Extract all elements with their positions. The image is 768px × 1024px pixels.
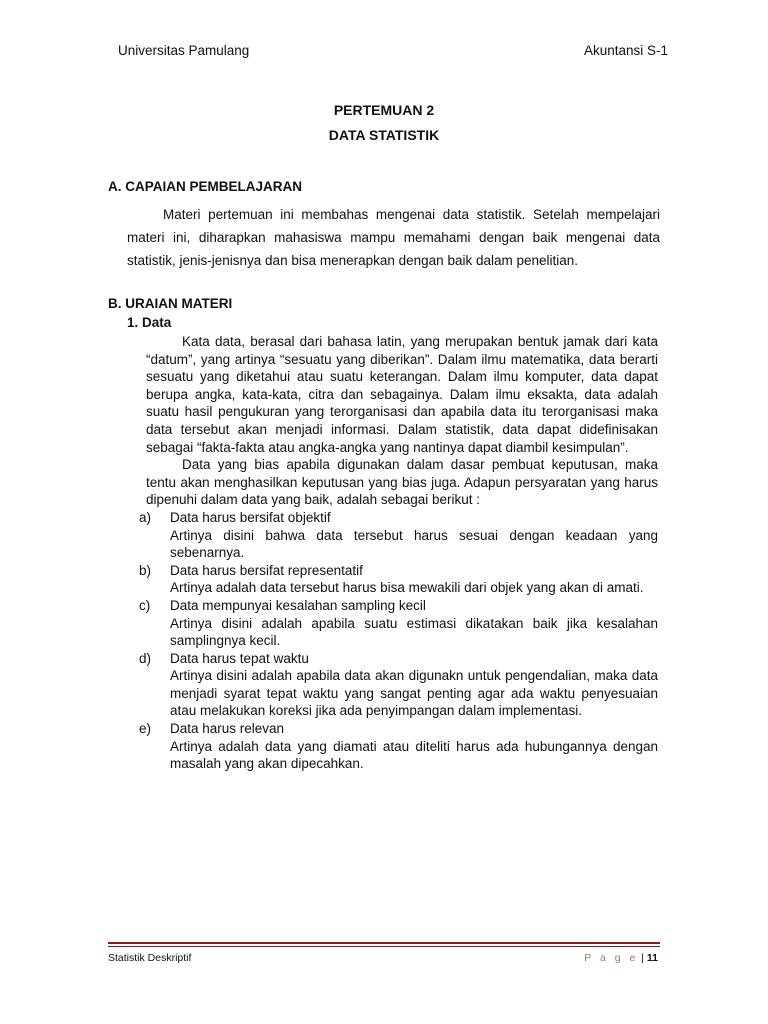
header-program: Akuntansi S-1 <box>583 43 668 58</box>
section-b-heading: B. URAIAN MATERI <box>108 296 233 311</box>
list-item-label: e) <box>139 721 152 737</box>
page-number <box>584 952 658 964</box>
list-item <box>139 720 658 773</box>
list-item-label: a) <box>139 509 152 525</box>
list-item-description: Artinya disini adalah apabila data akan digunakn untuk pengendalian, maka data menjadi syarat tepat waktu yang sangat penting agar ada waktu penyesuaian atau melakukan koreksi jika ada penyimpangan dalam implementasi. <box>170 668 658 719</box>
list-item-heading: Data harus tepat waktu <box>170 650 309 666</box>
list-item-label: c) <box>139 597 151 613</box>
footer-rule-thin <box>108 946 660 947</box>
page-label: P a g e <box>584 952 639 964</box>
section-a-heading: A. CAPAIAN PEMBELAJARAN <box>108 179 303 194</box>
list-item-heading: Data harus relevan <box>170 721 285 737</box>
header-university: Universitas Pamulang <box>118 43 250 58</box>
page-number-value: 11 <box>646 952 658 964</box>
requirements-list <box>139 509 658 773</box>
list-item-label: d) <box>139 650 152 666</box>
list-item <box>139 562 658 597</box>
chapter-title: DATA STATISTIK <box>328 127 440 143</box>
footer-course-name: Statistik Deskriptif <box>108 952 192 964</box>
list-item-description: Artinya adalah data tersebut harus bisa mewakili dari objek yang akan di amati. <box>170 580 644 596</box>
meeting-title: PERTEMUAN 2 <box>333 102 435 118</box>
list-item-description: Artinya disini adalah apabila suatu estimasi dikatakan baik jika kesalahan samplingnya kecil. <box>170 615 658 649</box>
body-paragraph: Kata data, berasal dari bahasa latin, yang merupakan bentuk jamak dari kata “datum”, yang artinya “sesuatu yang diberikan”. Dalam ilmu matematika, data berarti sesuatu yang diketahui atau suatu keterangan. Dalam ilmu komputer, data dapat berupa angka, kata-kata, citra dan sebagainya. Dalam ilmu eksakta, data adalah suatu hasil pengukuran yang terorganisasi dan apabila data itu terorganisasi maka data tersebut akan menjadi informasi. Dalam statistik, data dapat didefinisakan sebagai “fakta-fakta atau angka-angka yang nantinya dapat diambil kesimpulan”. <box>146 334 658 455</box>
list-item-description: Artinya disini bahwa data tersebut harus sesuai dengan keadaan yang sebenarnya. <box>170 527 658 561</box>
list-item <box>139 650 658 720</box>
footer-rule <box>108 942 660 944</box>
section-b-body <box>139 333 658 773</box>
body-paragraph: Data yang bias apabila digunakan dalam dasar pembuat keputusan, maka tentu akan menghasilkan keputusan yang bias juga. Adapun persyaratan yang harus dipenuhi dalam data yang baik, adalah sebagai berikut : <box>146 457 658 508</box>
list-item-heading: Data harus bersifat representatif <box>170 562 363 578</box>
page-separator: | <box>641 952 644 964</box>
list-item <box>139 509 658 562</box>
list-item-heading: Data harus bersifat objektif <box>170 509 331 525</box>
list-item-heading: Data mempunyai kesalahan sampling kecil <box>170 597 426 613</box>
list-item <box>139 597 658 650</box>
list-item-description: Artinya adalah data yang diamati atau diteliti harus ada hubungannya dengan masalah yang akan dipecahkan. <box>170 738 658 772</box>
section-a-paragraph: Materi pertemuan ini membahas mengenai data statistik. Setelah mempelajari materi ini, diharapkan mahasiswa mampu memahami dengan baik mengenai data statistik, jenis-jenisnya dan bisa menerapkan dengan baik dalam penelitian. <box>127 207 660 268</box>
subsection-heading: 1. Data <box>127 315 172 330</box>
list-item-label: b) <box>139 562 152 578</box>
